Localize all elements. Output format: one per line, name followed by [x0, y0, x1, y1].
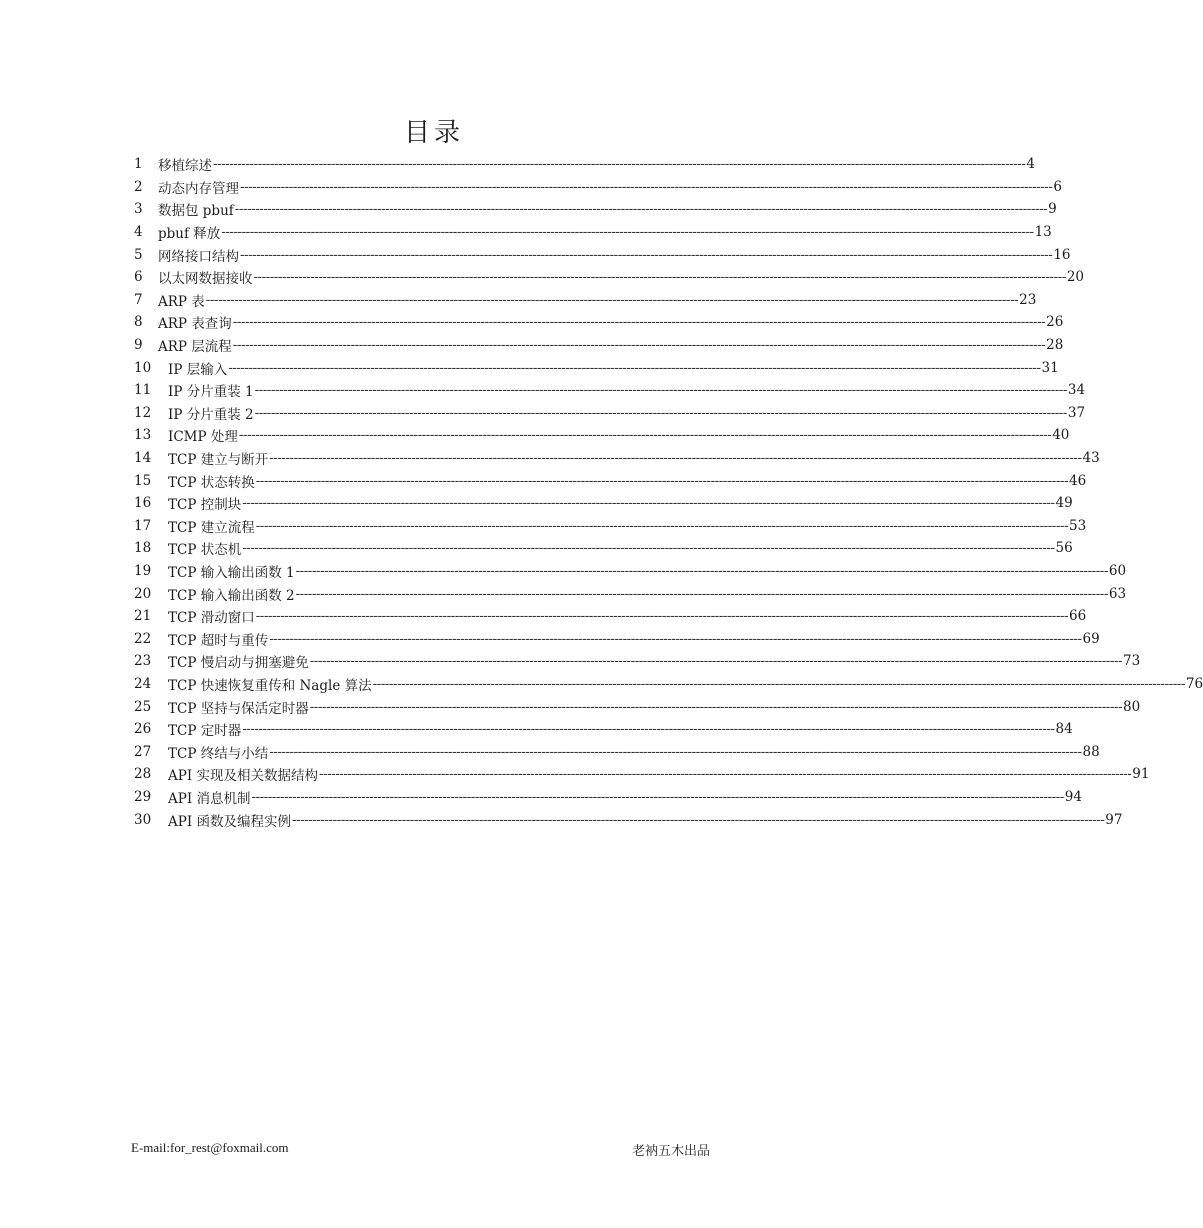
toc-entry-number: 27 — [134, 743, 152, 760]
toc-entry-title: IP 层输入 — [168, 361, 228, 378]
toc-leader-dots: -------------------------------------------------------------------------------------------------------------------------------------------------------------------------------------------------------- — [291, 811, 1105, 828]
toc-entry[interactable] — [134, 198, 1057, 221]
toc-entry[interactable] — [134, 560, 1127, 583]
toc-entry-page: 53 — [1069, 517, 1087, 534]
table-of-contents — [134, 153, 1203, 831]
toc-entry[interactable] — [134, 334, 1064, 357]
toc-entry-title: TCP 建立与断开 — [168, 452, 269, 469]
toc-entry-page: 91 — [1132, 766, 1150, 783]
toc-entry-number: 13 — [134, 427, 152, 444]
toc-entry-page: 6 — [1053, 178, 1062, 195]
toc-entry-number: 8 — [134, 314, 143, 331]
toc-entry-title: TCP 坚持与保活定时器 — [168, 700, 309, 717]
toc-entry-title: TCP 控制块 — [168, 497, 242, 514]
toc-leader-dots: -------------------------------------------------------------------------------------------------------------------------------------------------------------------------------------------------------- — [254, 382, 1067, 399]
toc-entry[interactable] — [134, 243, 1071, 266]
toc-entry[interactable] — [134, 311, 1064, 334]
toc-leader-dots: -------------------------------------------------------------------------------------------------------------------------------------------------------------------------------------------------------- — [242, 721, 1055, 738]
toc-entry-number: 28 — [134, 766, 152, 783]
toc-leader-dots: -------------------------------------------------------------------------------------------------------------------------------------------------------------------------------------------------------- — [269, 450, 1082, 467]
toc-entry-page: 84 — [1055, 721, 1073, 738]
toc-entry[interactable] — [134, 673, 1203, 696]
toc-entry-page: 20 — [1066, 269, 1084, 286]
toc-leader-dots: -------------------------------------------------------------------------------------------------------------------------------------------------------------------------------------------------------- — [242, 495, 1055, 512]
toc-entry[interactable] — [134, 763, 1150, 786]
toc-entry-title: 数据包 pbuf — [158, 203, 234, 220]
toc-entry-page: 69 — [1082, 630, 1100, 647]
toc-entry-page: 73 — [1123, 653, 1141, 670]
footer-credit: 老衲五木出品 — [631, 1144, 710, 1159]
toc-entry[interactable] — [134, 469, 1087, 492]
toc-leader-dots: -------------------------------------------------------------------------------------------------------------------------------------------------------------------------------------------------------- — [232, 314, 1046, 331]
toc-entry-page: 49 — [1055, 495, 1073, 512]
toc-entry-title: TCP 状态机 — [168, 542, 242, 559]
toc-entry-number: 1 — [134, 156, 143, 173]
toc-entry-title: TCP 定时器 — [168, 723, 242, 740]
toc-entry-title: IP 分片重装 1 — [168, 384, 254, 401]
toc-leader-dots: -------------------------------------------------------------------------------------------------------------------------------------------------------------------------------------------------------- — [269, 630, 1082, 647]
toc-leader-dots: -------------------------------------------------------------------------------------------------------------------------------------------------------------------------------------------------------- — [372, 675, 1185, 692]
toc-entry-number: 11 — [134, 382, 152, 399]
toc-leader-dots: -------------------------------------------------------------------------------------------------------------------------------------------------------------------------------------------------------- — [309, 653, 1123, 670]
toc-entry-number: 29 — [134, 788, 152, 805]
toc-entry-page: 56 — [1055, 540, 1073, 557]
toc-entry[interactable] — [134, 379, 1086, 402]
toc-entry-title: TCP 慢启动与拥塞避免 — [168, 655, 309, 672]
toc-entry-number: 30 — [134, 811, 152, 828]
toc-entry-page: 88 — [1082, 743, 1100, 760]
toc-entry-page: 9 — [1048, 201, 1057, 218]
toc-entry[interactable] — [134, 447, 1100, 470]
toc-entry-page: 13 — [1034, 224, 1052, 241]
toc-entry-title: TCP 建立流程 — [168, 519, 255, 536]
toc-entry-title: TCP 状态转换 — [168, 474, 255, 491]
toc-entry[interactable] — [134, 786, 1082, 809]
toc-entry-title: 动态内存管理 — [158, 180, 239, 197]
toc-entry-number: 12 — [134, 404, 152, 421]
toc-entry[interactable] — [134, 424, 1070, 447]
toc-entry-number: 2 — [134, 178, 143, 195]
toc-leader-dots: -------------------------------------------------------------------------------------------------------------------------------------------------------------------------------------------------------- — [255, 472, 1069, 489]
toc-entry-title: API 函数及编程实例 — [168, 813, 291, 830]
toc-leader-dots: -------------------------------------------------------------------------------------------------------------------------------------------------------------------------------------------------------- — [318, 766, 1132, 783]
toc-leader-dots: -------------------------------------------------------------------------------------------------------------------------------------------------------------------------------------------------------- — [205, 291, 1019, 308]
toc-leader-dots: -------------------------------------------------------------------------------------------------------------------------------------------------------------------------------------------------------- — [228, 359, 1041, 376]
toc-entry[interactable] — [134, 289, 1037, 312]
toc-entry-title: TCP 输入输出函数 1 — [168, 564, 295, 581]
toc-entry[interactable] — [134, 740, 1100, 763]
toc-entry-page: 76 — [1185, 675, 1203, 692]
toc-leader-dots: -------------------------------------------------------------------------------------------------------------------------------------------------------------------------------------------------------- — [295, 585, 1108, 602]
toc-leader-dots: -------------------------------------------------------------------------------------------------------------------------------------------------------------------------------------------------------- — [269, 743, 1082, 760]
toc-entry-page: 31 — [1041, 359, 1059, 376]
toc-entry[interactable] — [134, 537, 1073, 560]
toc-entry-number: 17 — [134, 517, 152, 534]
toc-entry-number: 24 — [134, 675, 152, 692]
toc-leader-dots: -------------------------------------------------------------------------------------------------------------------------------------------------------------------------------------------------------- — [242, 540, 1055, 557]
toc-entry-page: 80 — [1123, 698, 1141, 715]
toc-entry-page: 43 — [1082, 450, 1100, 467]
toc-entry-title: TCP 终结与小结 — [168, 745, 269, 762]
footer-email: E-mail:for_rest@foxmail.com — [131, 1140, 289, 1155]
toc-entry-page: 16 — [1053, 246, 1071, 263]
toc-leader-dots: -------------------------------------------------------------------------------------------------------------------------------------------------------------------------------------------------------- — [253, 269, 1066, 286]
toc-entry-page: 34 — [1067, 382, 1086, 399]
toc-entry[interactable] — [134, 627, 1100, 650]
toc-entry-number: 3 — [134, 201, 143, 218]
toc-entry[interactable] — [134, 356, 1059, 379]
toc-entry-title: API 消息机制 — [168, 790, 251, 807]
toc-entry[interactable] — [134, 605, 1087, 628]
toc-leader-dots: -------------------------------------------------------------------------------------------------------------------------------------------------------------------------------------------------------- — [255, 517, 1069, 534]
toc-entry-number: 10 — [134, 359, 152, 376]
toc-entry-title: TCP 滑动窗口 — [168, 610, 255, 627]
toc-entry-number: 14 — [134, 450, 152, 467]
toc-leader-dots: -------------------------------------------------------------------------------------------------------------------------------------------------------------------------------------------------------- — [240, 178, 1053, 195]
page-title: 目录 — [403, 118, 464, 148]
toc-entry[interactable] — [134, 492, 1073, 515]
toc-entry-title: TCP 快速恢复重传和 Nagle 算法 — [168, 677, 372, 694]
toc-entry-number: 9 — [134, 337, 143, 354]
toc-entry-page: 23 — [1019, 291, 1037, 308]
toc-leader-dots: -------------------------------------------------------------------------------------------------------------------------------------------------------------------------------------------------------- — [240, 246, 1053, 263]
toc-entry[interactable] — [134, 582, 1127, 605]
toc-leader-dots: -------------------------------------------------------------------------------------------------------------------------------------------------------------------------------------------------------- — [221, 224, 1034, 241]
toc-entry-title: pbuf 释放 — [158, 226, 221, 243]
toc-entry-number: 19 — [134, 562, 152, 579]
toc-entry[interactable] — [134, 718, 1073, 741]
toc-entry-title: TCP 输入输出函数 2 — [168, 587, 295, 604]
toc-entry-number: 18 — [134, 540, 152, 557]
toc-entry-title: IP 分片重装 2 — [168, 406, 254, 423]
toc-entry-title: 网络接口结构 — [158, 248, 239, 265]
toc-entry-title: TCP 超时与重传 — [168, 632, 269, 649]
toc-leader-dots: -------------------------------------------------------------------------------------------------------------------------------------------------------------------------------------------------------- — [234, 201, 1048, 218]
toc-leader-dots: -------------------------------------------------------------------------------------------------------------------------------------------------------------------------------------------------------- — [213, 156, 1026, 173]
toc-entry-title: 以太网数据接收 — [158, 271, 253, 288]
toc-entry-page: 46 — [1069, 472, 1087, 489]
toc-leader-dots: -------------------------------------------------------------------------------------------------------------------------------------------------------------------------------------------------------- — [255, 608, 1069, 625]
toc-leader-dots: -------------------------------------------------------------------------------------------------------------------------------------------------------------------------------------------------------- — [309, 698, 1123, 715]
toc-entry-title: ICMP 处理 — [168, 429, 238, 446]
toc-entry-page: 94 — [1064, 788, 1082, 805]
toc-entry-page: 37 — [1067, 404, 1086, 421]
toc-leader-dots: -------------------------------------------------------------------------------------------------------------------------------------------------------------------------------------------------------- — [254, 404, 1067, 421]
toc-leader-dots: -------------------------------------------------------------------------------------------------------------------------------------------------------------------------------------------------------- — [251, 788, 1064, 805]
toc-entry[interactable] — [134, 515, 1087, 538]
toc-entry-number: 20 — [134, 585, 152, 602]
toc-entry-title: ARP 层流程 — [158, 339, 232, 356]
toc-entry-page: 63 — [1108, 585, 1127, 602]
toc-entry-number: 4 — [134, 224, 143, 241]
toc-entry-title: ARP 表 — [158, 293, 205, 310]
toc-leader-dots: -------------------------------------------------------------------------------------------------------------------------------------------------------------------------------------------------------- — [238, 427, 1052, 444]
toc-entry-page: 97 — [1105, 811, 1123, 828]
toc-entry-title: 移植综述 — [158, 158, 212, 175]
toc-entry-number: 7 — [134, 291, 143, 308]
toc-entry-page: 28 — [1046, 337, 1064, 354]
toc-entry[interactable] — [134, 153, 1035, 176]
toc-entry-number: 25 — [134, 698, 152, 715]
toc-entry-number: 22 — [134, 630, 152, 647]
toc-entry-number: 15 — [134, 472, 152, 489]
toc-entry[interactable] — [134, 808, 1123, 831]
toc-entry-number: 21 — [134, 608, 152, 625]
toc-leader-dots: -------------------------------------------------------------------------------------------------------------------------------------------------------------------------------------------------------- — [232, 337, 1046, 354]
toc-entry[interactable] — [134, 695, 1141, 718]
toc-entry-page: 66 — [1069, 608, 1087, 625]
toc-entry-page: 26 — [1046, 314, 1064, 331]
toc-entry-page: 60 — [1108, 562, 1127, 579]
toc-entry-page: 40 — [1052, 427, 1070, 444]
toc-entry-number: 5 — [134, 246, 143, 263]
toc-entry-number: 26 — [134, 721, 152, 738]
toc-leader-dots: -------------------------------------------------------------------------------------------------------------------------------------------------------------------------------------------------------- — [295, 562, 1108, 579]
toc-entry[interactable] — [134, 266, 1084, 289]
toc-entry[interactable] — [134, 650, 1141, 673]
toc-entry-number: 16 — [134, 495, 152, 512]
toc-entry[interactable] — [134, 221, 1052, 244]
toc-entry[interactable] — [134, 402, 1086, 425]
toc-entry-title: API 实现及相关数据结构 — [168, 768, 318, 785]
toc-entry-number: 23 — [134, 653, 152, 670]
toc-entry-page: 4 — [1026, 156, 1035, 173]
toc-entry-title: ARP 表查询 — [158, 316, 232, 333]
toc-entry-number: 6 — [134, 269, 143, 286]
toc-entry[interactable] — [134, 176, 1062, 199]
